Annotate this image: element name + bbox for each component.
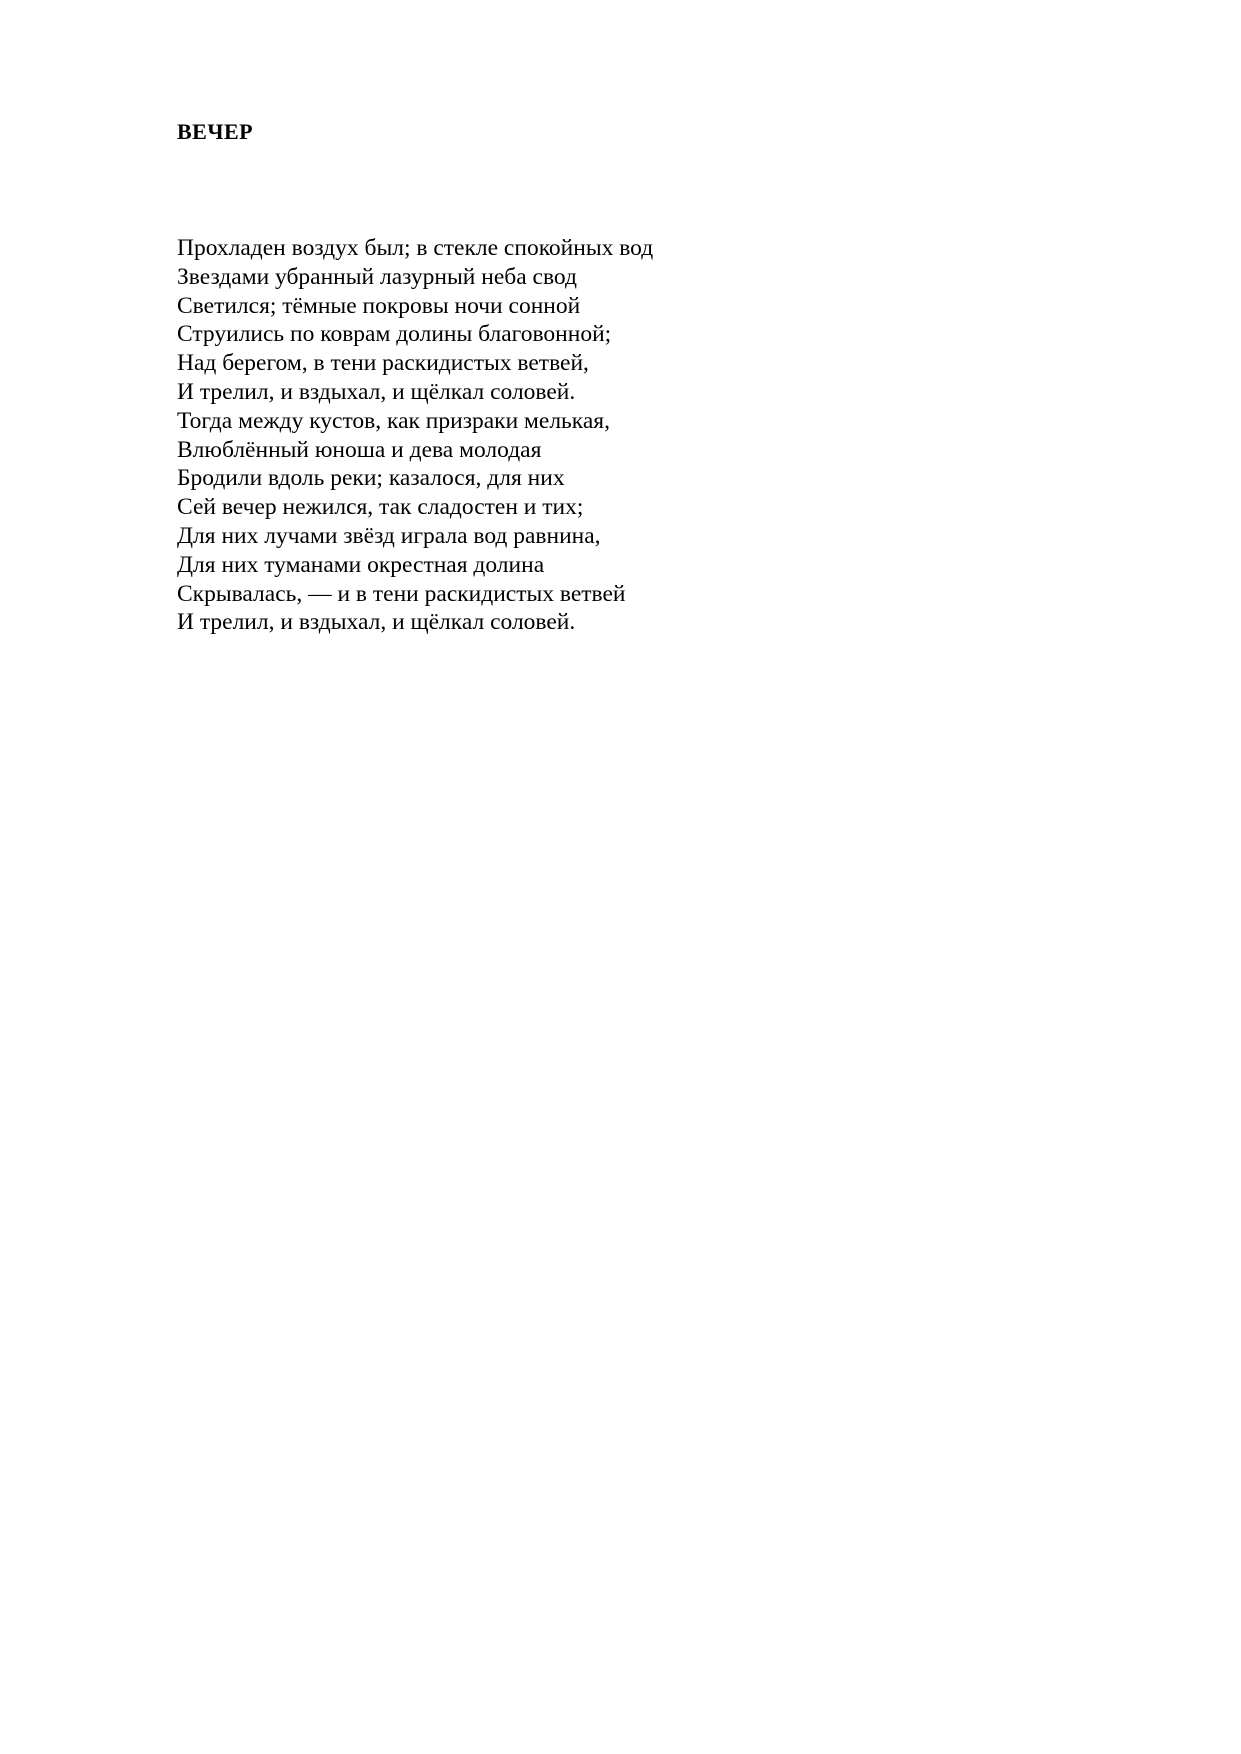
poem-line: Тогда между кустов, как призраки мелькая, [177, 407, 610, 434]
poem-line: Бродили вдоль реки; казалося, для них [177, 465, 565, 492]
poem-line: Для них туманами окрестная долина [177, 551, 545, 578]
poem-line: Над берегом, в тени раскидистых ветвей, [177, 350, 589, 377]
poem-line: Прохладен воздух был; в стекле спокойных вод [177, 235, 654, 261]
poem-line: Влюблённый юноша и дева молодая [177, 436, 542, 463]
poem-line: Звездами убранный лазурный неба свод [177, 263, 577, 290]
poem-line: И трелил, и вздыхал, и щёлкал соловей. [177, 378, 576, 405]
poem-line: Для них лучами звёзд играла вод равнина, [177, 522, 601, 549]
poem-body [177, 234, 653, 637]
poem-title: ВЕЧЕР [177, 119, 254, 144]
poem-line: И трелил, и вздыхал, и щёлкал соловей. [177, 609, 576, 636]
poem-line: Сей вечер нежился, так сладостен и тих; [177, 494, 584, 521]
poem-line: Струились по коврам долины благовонной; [177, 321, 612, 348]
poem-line: Светился; тёмные покровы ночи сонной [177, 292, 581, 319]
poem-line: Скрывалась, — и в тени раскидистых ветвей [177, 580, 626, 607]
